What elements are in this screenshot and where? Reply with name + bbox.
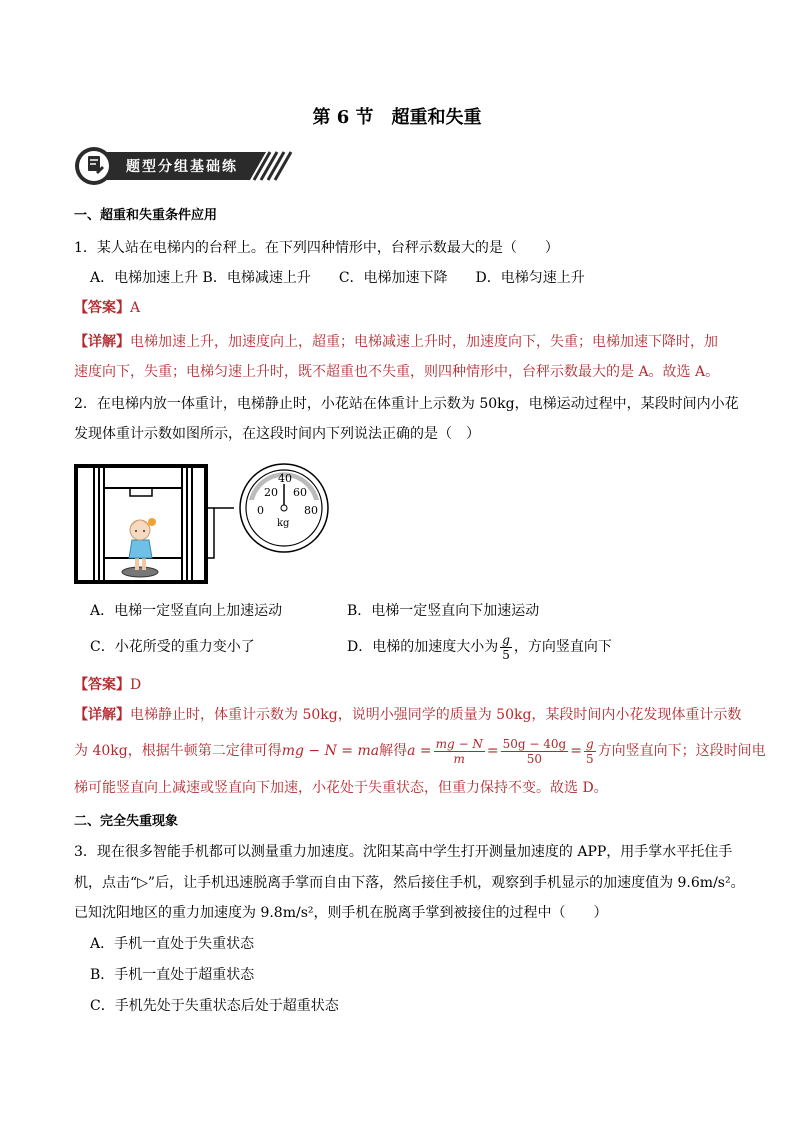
q1-detail-line-1 (74, 332, 718, 352)
q2-stem-line-1: 2．在电梯内放一体重计，电梯静止时，小花站在体重计上示数为 50kg，电梯运动过程中，某段时间内小花 (74, 396, 739, 412)
section-heading-1: 一、超重和失重条件应用 (74, 208, 218, 223)
q2-answer (74, 675, 141, 695)
q1-answer (74, 298, 140, 318)
option-d-text-post: ，方向竖直向下 (513, 639, 612, 655)
q2-detail-line-1 (74, 705, 741, 725)
banner-text: 题型分组基础练 (126, 159, 238, 175)
dial-tick-20: 20 (264, 486, 278, 499)
page-title: 第 6 节 超重和失重 (312, 107, 482, 128)
detail-text: 电梯静止时，体重计示数为 50kg，说明小强同学的质量为 50kg，某段时间内小花发现体重计示数 (130, 707, 742, 723)
detail-label: 【详解】 (74, 707, 130, 723)
q2-detail-line-3: 梯可能竖直向上减速或竖直向下加速，小花处于失重状态，但重力保持不变。故选 D。 (74, 780, 608, 796)
q3-option-c: C．手机先处于失重状态后处于超重状态 (90, 998, 339, 1014)
q2-detail-line-2: 为 40kg，根据牛顿第二定律可得mg − N = ma解得a = $\frac{mg - N}{m}$ = $\frac{50g - 40g}{50}$ = $\frac{g}{5}$ 方向竖直向下；这段时间电 (74, 736, 766, 766)
q2-option-d (347, 630, 612, 664)
q3-stem-line-3: 已知沈阳地区的重力加速度为 9.8m/s²，则手机在脱离手掌到被接住的过程中（ ） (74, 905, 608, 921)
option-d-text: D．电梯的加速度大小为 (347, 639, 499, 655)
q3-option-a: A．手机一直处于失重状态 (90, 936, 255, 952)
detail-label: 【详解】 (74, 334, 130, 350)
answer-value: A (130, 300, 141, 316)
q1-detail-line-2: 速度向下，失重；电梯匀速上升时，既不超重也不失重，则四种情形中，台秤示数最大的是 A。故选 A。 (74, 364, 720, 380)
q2-option-a: A．电梯一定竖直向上加速运动 (90, 603, 283, 619)
q3-option-b: B．手机一直处于超重状态 (90, 967, 255, 983)
elevator-figure (74, 462, 334, 584)
dial-tick-60: 60 (293, 486, 307, 499)
girl-figure (122, 518, 158, 577)
q2-option-c: C．小花所受的重力变小了 (90, 639, 255, 655)
answer-value: D (130, 677, 142, 693)
q1-stem: 1．某人站在电梯内的台秤上。在下列四种情形中，台秤示数最大的是（ ） (74, 240, 559, 256)
dial-tick-80: 80 (304, 504, 318, 517)
q2-option-b: B．电梯一定竖直向下加速运动 (347, 603, 540, 619)
q3-stem-line-2: 机，点击“▷”后，让手机迅速脱离手掌而自由下落，然后接住手机，观察到手机显示的加速度值为 9.6m/s²。 (74, 875, 745, 891)
fraction-2: $\frac{50g - 40g}{50}$ (502, 736, 567, 766)
dial-tick-0: 0 (257, 504, 264, 517)
option-d-fraction: $\frac{g}{5}$ (502, 632, 510, 662)
q1-options: A．电梯加速上升 B．电梯减速上升 C．电梯加速下降 D．电梯匀速上升 (90, 270, 585, 286)
section-heading-2: 二、完全失重现象 (74, 814, 179, 829)
q2-stem-line-2: 发现体重计示数如图所示，在这段时间内下列说法正确的是（ ） (74, 426, 480, 442)
scale-dial (240, 464, 328, 552)
answer-label: 【答案】 (74, 300, 130, 316)
fraction-1: $\frac{mg - N}{m}$ (435, 736, 483, 766)
dial-tick-40: 40 (278, 472, 292, 485)
section-banner (74, 146, 296, 186)
answer-label: 【答案】 (74, 677, 130, 693)
q3-stem-line-1: 3．现在很多智能手机都可以测量重力加速度。沈阳某高中学生打开测量加速度的 APP，用手掌水平托住手 (74, 844, 733, 860)
fraction-3: $\frac{g}{5}$ (585, 736, 594, 766)
detail-text: 电梯加速上升，加速度向上，超重；电梯减速上升时，加速度向下，失重；电梯加速下降时，加 (130, 334, 718, 350)
dial-unit: kg (277, 518, 290, 529)
